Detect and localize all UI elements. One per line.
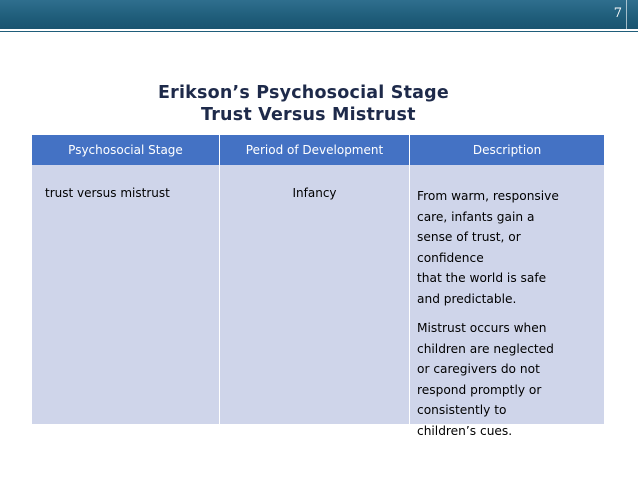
column-divider — [219, 135, 220, 424]
slide-title-line2: Trust Versus Mistrust — [201, 105, 416, 125]
header-psychosocial-stage: Psychosocial Stage — [68, 143, 183, 157]
description-line: From warm, responsive — [417, 189, 559, 203]
banner-rule-secondary — [0, 31, 638, 32]
top-banner — [0, 0, 638, 29]
description-line: consistently to — [417, 403, 507, 417]
slide-number: 7 — [613, 6, 622, 21]
header-period-of-development: Period of Development — [245, 143, 384, 157]
stage-table — [32, 135, 604, 477]
description-line: care, infants gain a — [417, 209, 535, 224]
cell-description — [417, 186, 602, 441]
description-line: Mistrust occurs when — [417, 321, 547, 335]
cell-period: Infancy — [292, 186, 337, 200]
column-divider — [409, 135, 410, 424]
description-line: children are neglected — [417, 341, 554, 356]
description-line: children’s cues. — [417, 423, 513, 438]
paragraph-gap — [417, 309, 602, 318]
cell-stage: trust versus mistrust — [45, 186, 170, 200]
slide-number-divider — [626, 0, 627, 29]
header-description: Description — [472, 143, 542, 157]
description-line: respond promptly or — [417, 382, 542, 397]
description-line: or caregivers do not — [417, 362, 540, 376]
description-line: that the world is safe — [417, 271, 547, 285]
description-line: and predictable. — [417, 291, 517, 306]
slide-title-line1: Erikson’s Psychosocial Stage — [158, 83, 449, 103]
description-line: confidence — [417, 250, 484, 265]
description-line: sense of trust, or — [417, 230, 521, 244]
